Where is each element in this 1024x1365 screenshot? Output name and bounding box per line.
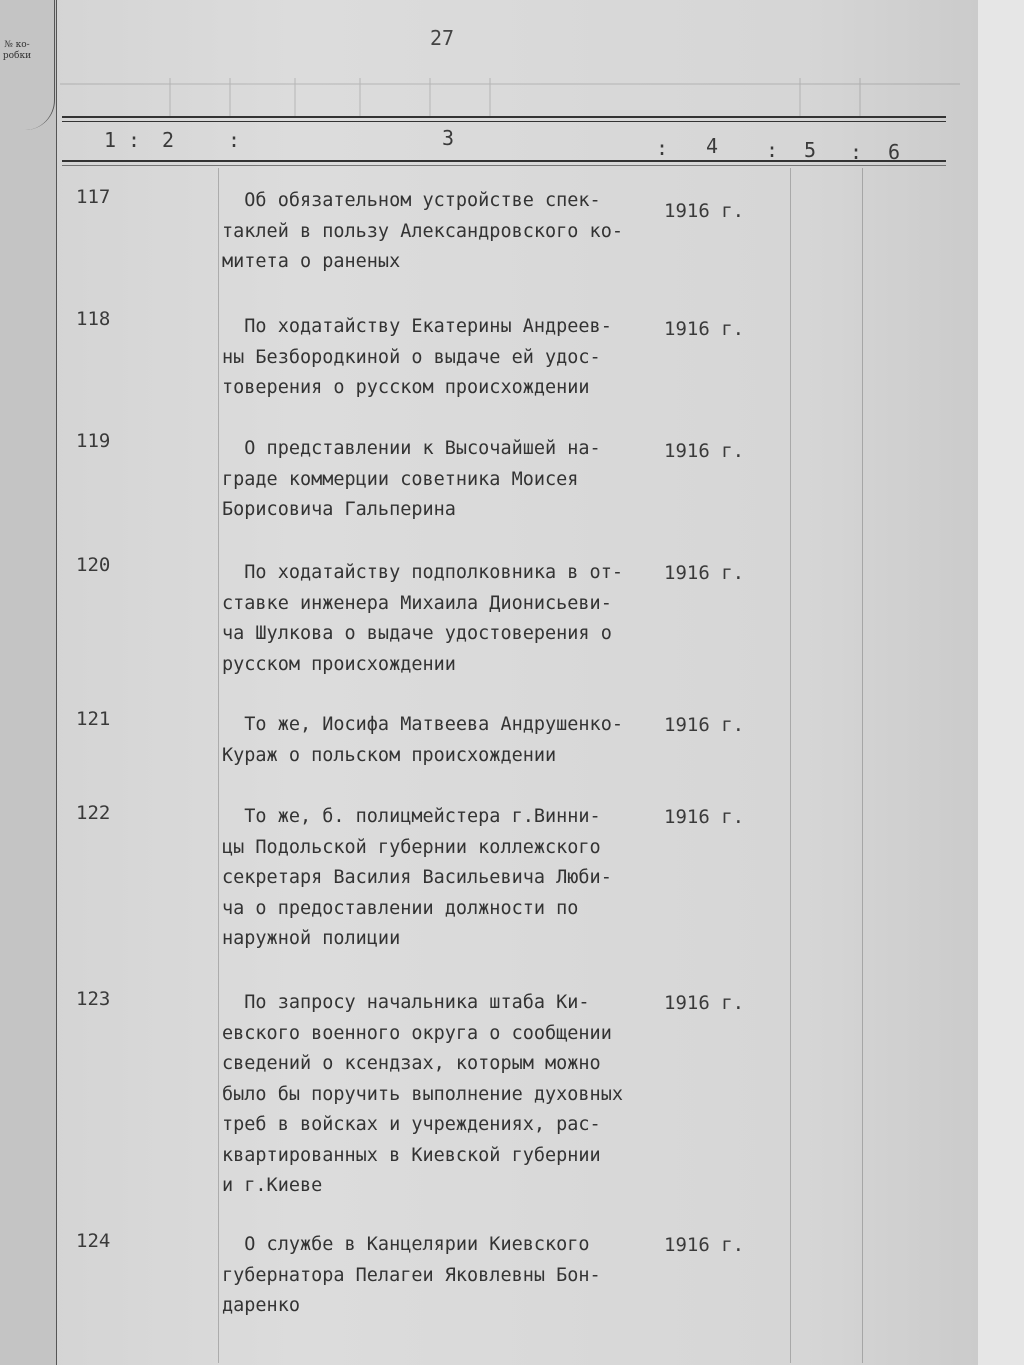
entry-year: 1916 г. — [664, 992, 745, 1014]
entry-title: По ходатайству подполковника в от- ставке инженера Михаила Дионисьеви- ча Шулкова о выдаче удостоверения о русском происхождении — [222, 562, 623, 675]
entry-title: О представлении к Высочайшей на- граде коммерции советника Моисея Борисовича Гальперина — [222, 438, 601, 520]
column-line — [790, 168, 791, 1363]
entry-number: 121 — [76, 708, 111, 730]
page-number: 27 — [430, 26, 455, 50]
entry-number: 124 — [76, 1230, 111, 1252]
entry-title: По запросу начальника штаба Ки- евского военного округа о сообщении сведений о ксендзах, которым можно было бы поручить выполнение духовных треб в войсках и учреждениях, рас- квартированных в Киевской губернии и г.Киеве — [222, 992, 623, 1196]
column-number-2: 2 — [162, 128, 175, 152]
column-number-6: 6 — [888, 140, 901, 164]
entry-year: 1916 г. — [664, 714, 745, 736]
column-sep: : — [228, 128, 241, 152]
margin-tab-label: № ко- робки — [2, 40, 32, 61]
entry-title: Об обязательном устройстве спек- таклей в пользу Александровского ко- митета о раненых — [222, 190, 623, 272]
entry-title: То же, б. полицмейстера г.Винни- цы Подольской губернии коллежского секретаря Василия Васильевича Люби- ча о предоставлении должности по наружной полиции — [222, 806, 612, 949]
margin-tab — [0, 0, 57, 1365]
entry-number: 117 — [76, 186, 111, 208]
entry-number: 119 — [76, 430, 111, 452]
tab-curve — [20, 0, 55, 130]
column-sep: : — [128, 128, 141, 152]
entry-number: 122 — [76, 802, 111, 824]
header-rule-bottom-2 — [62, 165, 946, 166]
entry-number: 118 — [76, 308, 111, 330]
column-sep: : — [850, 140, 863, 164]
header-rule-top-2 — [62, 121, 946, 122]
entry-year: 1916 г. — [664, 1234, 745, 1256]
column-number-3: 3 — [442, 126, 455, 150]
column-line — [218, 168, 219, 1363]
entry-title: По ходатайству Екатерины Андреев- ны Безбородкиной о выдаче ей удос- товерения о русском происхождении — [222, 316, 612, 398]
column-sep: : — [656, 136, 669, 160]
column-sep: : — [766, 138, 779, 162]
entry-title: О службе в Канцелярии Киевского губернатора Пелагеи Яковлевны Бон- даренко — [222, 1234, 601, 1316]
page-edge — [978, 0, 1024, 1365]
column-line — [862, 168, 863, 1363]
entry-year: 1916 г. — [664, 562, 745, 584]
column-number-5: 5 — [804, 138, 817, 162]
header-rule-top — [62, 116, 946, 118]
column-numbers — [0, 128, 978, 162]
bleed-through-header — [60, 78, 960, 118]
entry-year: 1916 г. — [664, 806, 745, 828]
entry-year: 1916 г. — [664, 440, 745, 462]
entry-year: 1916 г. — [664, 200, 745, 222]
entry-year: 1916 г. — [664, 318, 745, 340]
column-number-4: 4 — [706, 134, 719, 158]
entry-number: 123 — [76, 988, 111, 1010]
entry-title: То же, Иосифа Матвеева Андрушенко- Кураж о польском происхождении — [222, 714, 623, 766]
entry-number: 120 — [76, 554, 111, 576]
column-number-1: 1 — [104, 128, 117, 152]
